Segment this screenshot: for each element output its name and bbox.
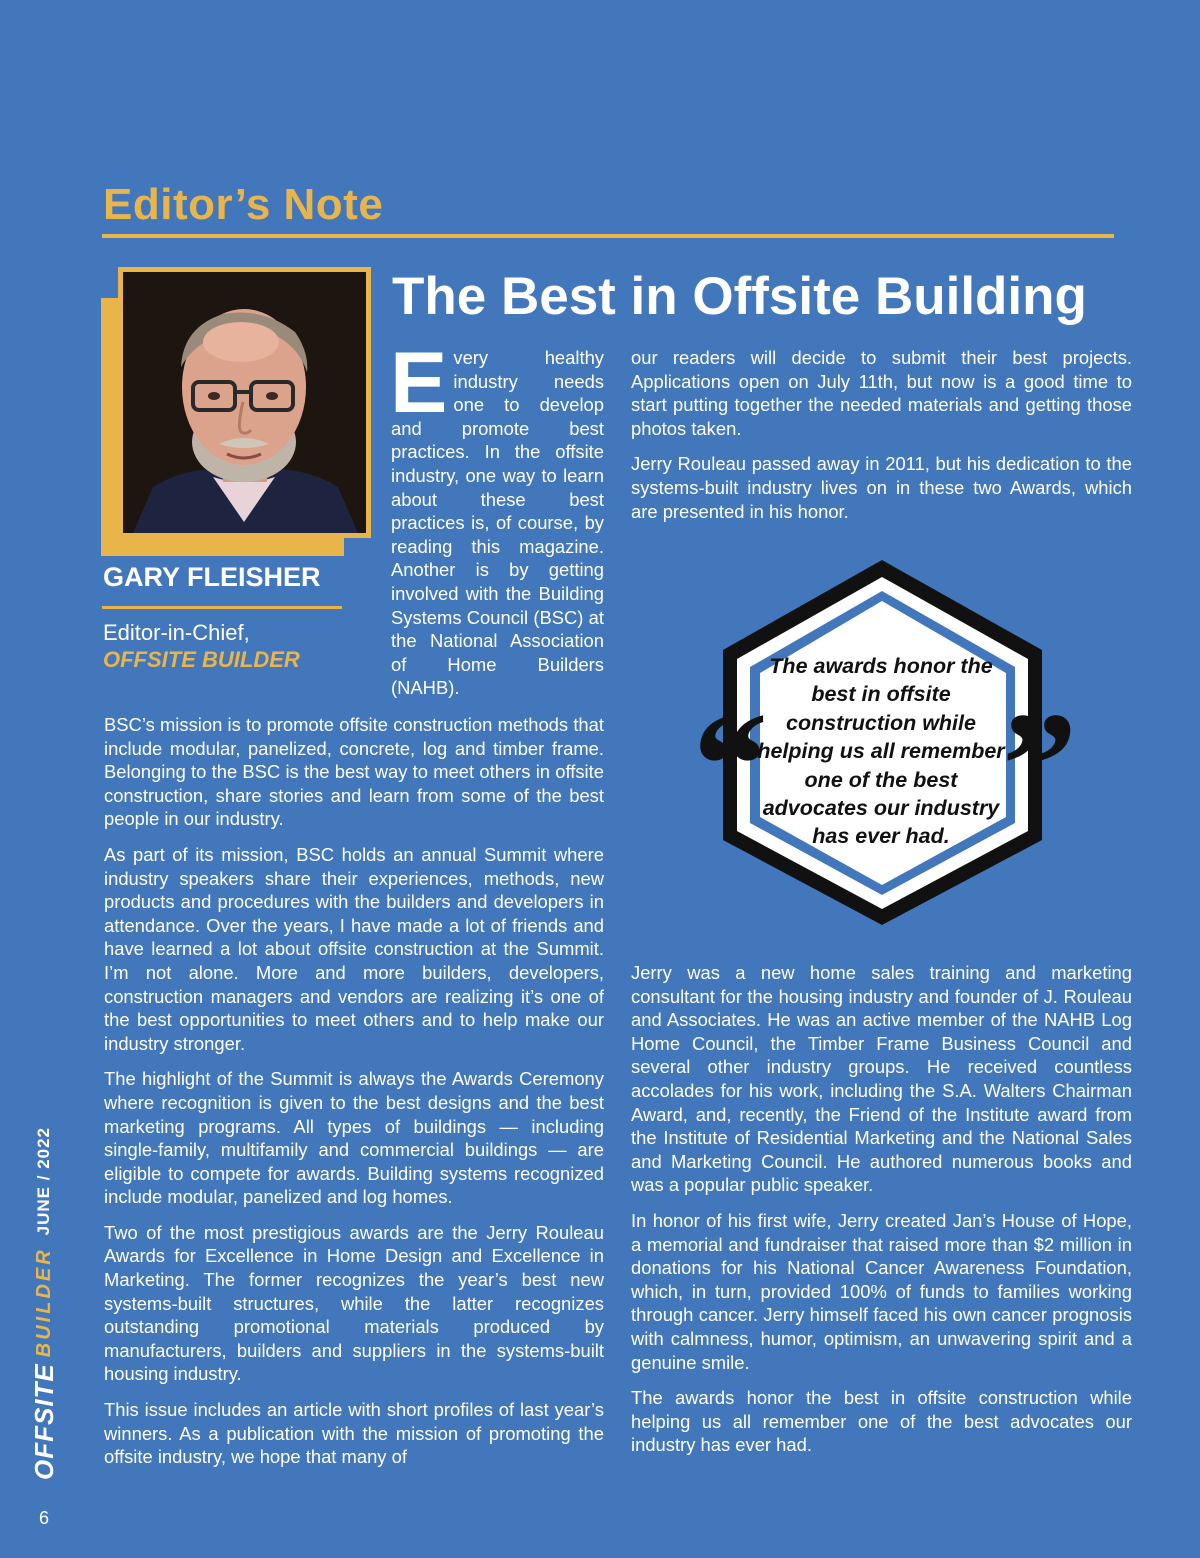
page-number: 6 — [39, 1508, 50, 1528]
intro-paragraph: very healthy industry needs one to develop and promote best practices. In the offsite industry, one way to learn about these best practices is, of course, by reading this magazine. Another is by getting involved with the Building Systems Council (BSC) at the National Association of Home Builders (NAHB). — [391, 347, 604, 699]
body-paragraph: Jerry was a new home sales training and marketing consultant for the housing industry and founder of J. Rouleau and Associates. He was an active member of the NAHB Log Home Council, the Timber Frame Business Council and several other industry groups. He received countless accolades for his work, including the S.A. Walters Chairman Award, and, recently, the Friend of the Institute award from the Institute of Residential Marketing and the National Sales and Marketing Council. He authored numerous books and was a popular public speaker. — [631, 962, 1132, 1196]
body-paragraph: Jerry Rouleau passed away in 2011, but his dedication to the systems-built industry lives on in these two Awards, which are presented in his honor. — [631, 453, 1132, 522]
author-rule — [102, 606, 342, 609]
section-rule — [102, 234, 1114, 238]
magazine-name-builder: BUILDER — [32, 1247, 55, 1358]
body-paragraph: Two of the most prestigious awards are the Jerry Rouleau Awards for Excellence in Home Design and Excellence in Marketing. The former recognizes the year’s best new systems-built structures, while the latter recognizes outstanding promotional materials produced by manufacturers, builders and suppliers in the systems-built housing industry. — [104, 1221, 604, 1385]
magazine-spine-label — [28, 1126, 60, 1490]
intro-column — [390, 335, 604, 700]
left-double-quote-icon: “ — [693, 682, 768, 848]
section-title: Editor’s Note — [103, 180, 384, 229]
article-headline: The Best in Offsite Building — [392, 267, 1087, 326]
author-role: Editor-in-Chief, — [103, 620, 250, 645]
body-paragraph: The highlight of the Summit is always the Awards Ceremony where recognition is given to the best designs and the best marketing programs. All types of buildings — including single-family, multifamily and commercial buildings — are eligible to compete for awards. Building systems recognized include modular, panelized and log homes. — [104, 1068, 604, 1208]
body-paragraph: BSC’s mission is to promote offsite construction methods that include modular, panelized, concrete, log and timber frame. Belonging to the BSC is the best way to meet others in offsite construction, share stories and learn from some of the best people in our industry. — [104, 714, 604, 830]
body-paragraph: This issue includes an article with short profiles of last year’s winners. As a publication with the mission of promoting the offsite industry, we hope that many of — [104, 1399, 604, 1468]
magazine-name-offsite: OFFSITE — [28, 1363, 59, 1480]
body-paragraph: The awards honor the best in offsite construction while helping us all remember one of the best advocates our industry has ever had. — [631, 1387, 1132, 1456]
body-paragraph: As part of its mission, BSC holds an annual Summit where industry speakers share their experiences, methods, new products and procedures with the builders and developers in attendance. Over the years, I have made a lot of friends and have learned a lot about offsite construction at the Summit. I’m not alone. More and more builders, developers, construction managers and vendors are realizing it’s one of the best opportunities to meet others and to help make our industry stronger. — [104, 843, 604, 1054]
right-column-top — [631, 346, 1132, 535]
left-column — [104, 713, 604, 1481]
issue-date: JUNE / 2022 — [34, 1126, 53, 1236]
author-photo-frame — [118, 267, 371, 538]
right-double-quote-icon: ” — [1002, 682, 1077, 848]
right-column-bottom — [631, 961, 1132, 1469]
body-paragraph: our readers will decide to submit their best projects. Applications open on July 11th, but now is a good time to start putting together the needed materials and getting those photos taken. — [631, 347, 1132, 439]
body-paragraph: In honor of his first wife, Jerry created Jan’s House of Hope, a memorial and fundraiser that raised more than $2 million in donations for his National Cancer Awareness Foundation, which, in turn, provided 100% of funds to families working through cancer. Jerry himself faced his own cancer prognosis with calmness, humor, optimism, an unwavering spirit and a genuine smile. — [631, 1209, 1132, 1373]
author-portrait — [123, 272, 366, 533]
author-name: GARY FLEISHER — [103, 562, 321, 592]
drop-cap: E — [390, 335, 448, 431]
author-publication: OFFSITE BUILDER — [103, 647, 300, 672]
pull-quote-text: The awards honor the best in offsite construction while helping us all remember one of the best advocates our industry has ever had. — [757, 654, 1005, 849]
